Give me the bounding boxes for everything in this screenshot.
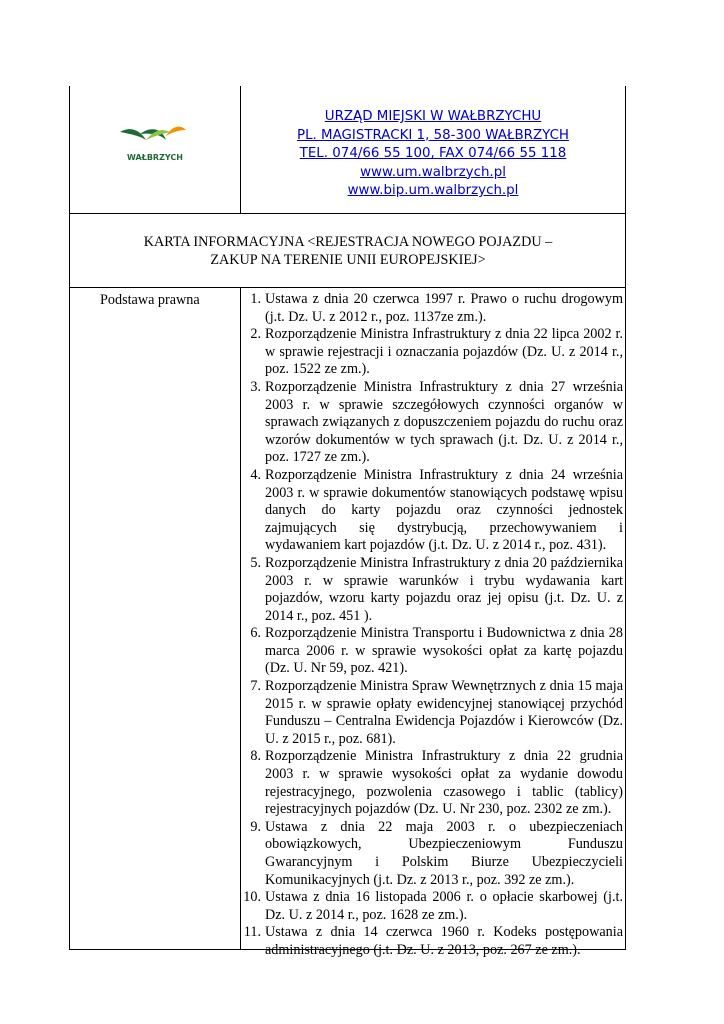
- item-number: 3.: [250, 378, 261, 395]
- item-text: Rozporządzenie Ministra Infrastruktury z dnia 27 września 2003 r. w sprawie szczegółowych czynności organów w sprawach związanych z dopuszczeniem pojazdu do ruchu oraz wzorów dokumentów w tych sprawach (j.t. Dz. U. z 2014 r., poz. 1727 ze zm.).: [265, 378, 623, 466]
- item-text: Rozporządzenie Ministra Spraw Wewnętrznych z dnia 15 maja 2015 r. w sprawie opłaty ewidencyjnej stanowiącej przychód Funduszu – Centralna Ewidencja Pojazdów i Kierowców (Dz. U. z 2015 r., poz. 681).: [265, 678, 623, 747]
- card-title-line-1: KARTA INFORMACYJNA <REJESTRACJA NOWEGO POJAZDU –: [143, 234, 553, 250]
- item-number: 2.: [250, 326, 261, 343]
- list-item: [241, 819, 625, 889]
- list-item: [241, 748, 625, 818]
- list-item: [241, 291, 625, 326]
- office-address: PL. MAGISTRACKI 1, 58-300 WAŁBRZYCH: [297, 127, 569, 143]
- office-contact-block: [241, 108, 625, 201]
- office-name: URZĄD MIEJSKI W WAŁBRZYCHU: [324, 109, 542, 124]
- table-row-divider: [69, 287, 626, 288]
- list-item: [241, 924, 625, 959]
- list-item: [241, 889, 625, 924]
- table-row-divider: [69, 213, 626, 214]
- list-item: [241, 379, 625, 467]
- table-right-border: [625, 86, 626, 950]
- office-phone-fax: TEL. 074/66 55 100, FAX 074/66 55 118: [299, 146, 567, 162]
- card-title: [70, 234, 626, 269]
- item-number: 4.: [250, 466, 261, 483]
- legal-basis-label: Podstawa prawna: [100, 292, 200, 308]
- list-item: [241, 678, 625, 748]
- walbrzych-logo-icon: [110, 118, 200, 168]
- table-left-border: [69, 86, 70, 950]
- item-number: 7.: [250, 678, 261, 695]
- list-item: [241, 326, 625, 379]
- item-text: Rozporządzenie Ministra Infrastruktury z dnia 24 września 2003 r. w sprawie dokumentów stanowiących podstawę wpisu danych do karty pojazdu oraz czynności jednostek zajmujących się dystrybucją, przechowywaniem i wydawaniem kart pojazdów (j.t. Dz. U. z 2014 r., poz. 431).: [265, 466, 623, 554]
- item-number: 11.: [243, 924, 261, 941]
- item-text: Rozporządzenie Ministra Infrastruktury z dnia 22 grudnia 2003 r. w sprawie wysokości opłat za wydanie dowodu rejestracyjnego, pozwolenia czasowego i tablic (tablicy) rejestracyjnych pojazdów (Dz. U. Nr 230, poz. 2302 ze zm.).: [265, 748, 623, 818]
- legal-basis-list: [241, 291, 625, 960]
- list-item: [241, 555, 625, 625]
- bip-website-link[interactable]: www.bip.um.walbrzych.pl: [347, 183, 519, 199]
- item-text: Ustawa z dnia 22 maja 2003 r. o ubezpieczeniach obowiązkowych, Ubezpieczeniowym Funduszu Gwarancyjnym i Polskim Biurze Ubezpieczycieli Komunikacyjnych (j.t. Dz. z 2013 r., poz. 392 ze zm.).: [265, 818, 623, 888]
- item-number: 9.: [250, 818, 261, 835]
- item-text: Ustawa z dnia 20 czerwca 1997 r. Prawo o ruchu drogowym (j.t. Dz. U. z 2012 r., poz. 1137ze zm.).: [265, 291, 623, 325]
- city-logo: [110, 118, 200, 168]
- item-text: Ustawa z dnia 16 listopada 2006 r. o opłacie skarbowej (j.t. Dz. U. z 2014 r., poz. 1628 ze zm.).: [265, 889, 623, 923]
- item-number: 8.: [250, 748, 261, 765]
- item-number: 6.: [250, 625, 261, 642]
- logo-text: WAŁBRZYCH: [127, 153, 183, 162]
- website-link[interactable]: www.um.walbrzych.pl: [360, 164, 506, 180]
- item-number: 1.: [250, 291, 261, 307]
- card-title-line-2: ZAKUP NA TERENIE UNII EUROPEJSKIEJ>: [210, 251, 486, 268]
- list-item: [241, 467, 625, 555]
- item-text: Rozporządzenie Ministra Infrastruktury z dnia 22 lipca 2002 r. w sprawie rejestracji i oznaczania pojazdów (Dz. U. z 2014 r., poz. 1522 ze zm.).: [265, 326, 623, 378]
- list-item: [241, 625, 625, 678]
- item-text: Rozporządzenie Ministra Transportu i Budownictwa z dnia 28 marca 2006 r. w sprawie wysokości opłat za kartę pojazdu (Dz. U. Nr 59, poz. 421).: [265, 625, 623, 677]
- item-number: 10.: [243, 889, 261, 906]
- item-text: Ustawa z dnia 14 czerwca 1960 r. Kodeks postępowania administracyjnego (j.t. Dz. U. z 2013, poz. 267 ze zm.).: [265, 924, 623, 958]
- item-text: Rozporządzenie Ministra Infrastruktury z dnia 20 października 2003 r. w sprawie warunków i trybu wydawania kart pojazdów, wzoru karty pojazdu oraz jej opisu (j.t. Dz. U. z 2014 r., poz. 451 ).: [265, 554, 623, 624]
- item-number: 5.: [250, 554, 261, 571]
